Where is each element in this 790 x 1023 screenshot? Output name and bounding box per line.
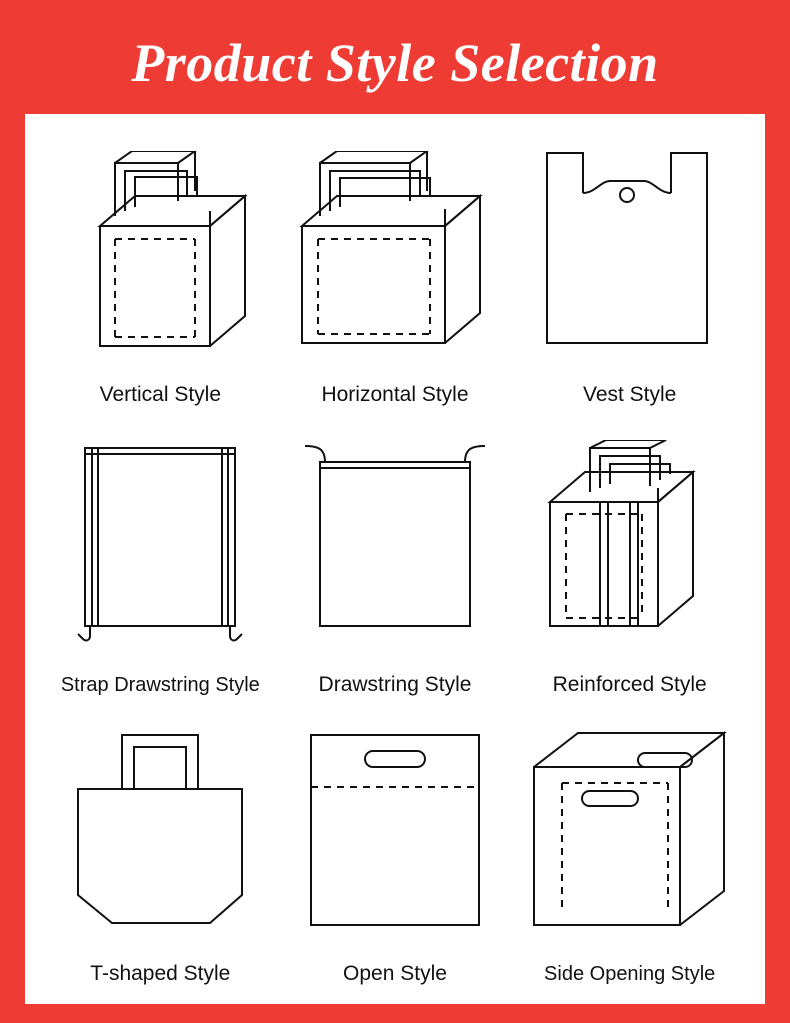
style-grid — [25, 114, 765, 1004]
style-card-reinforced[interactable] — [512, 417, 747, 706]
page-title: Product Style Selection — [131, 33, 659, 93]
style-card-horizontal[interactable] — [278, 128, 513, 417]
style-card-side-opening[interactable] — [512, 707, 747, 996]
vest-bag-icon — [512, 128, 747, 383]
horizontal-handle-bag-icon — [278, 128, 513, 383]
style-label: Horizontal Style — [321, 383, 469, 407]
open-bag-icon — [278, 707, 513, 962]
style-label: Open Style — [343, 962, 447, 985]
style-card-vest[interactable] — [512, 128, 747, 417]
style-label: Side Opening Style — [544, 963, 716, 985]
style-label: Vest Style — [582, 383, 677, 407]
style-label: Strap Drawstring Style — [60, 673, 260, 696]
t-shaped-bag-icon — [43, 707, 278, 962]
style-label: Drawstring Style — [318, 672, 472, 696]
style-card-t-shaped[interactable] — [43, 707, 278, 996]
style-card-open[interactable] — [278, 707, 513, 996]
side-opening-bag-icon — [512, 707, 747, 963]
vertical-handle-bag-icon — [43, 128, 278, 383]
style-label: T-shaped Style — [90, 962, 231, 985]
reinforced-bag-icon — [512, 417, 747, 672]
drawstring-bag-icon — [278, 417, 513, 672]
style-card-strap-drawstring[interactable] — [43, 417, 278, 706]
style-card-drawstring[interactable] — [278, 417, 513, 706]
strap-drawstring-bag-icon — [43, 417, 278, 673]
style-card-vertical[interactable] — [43, 128, 278, 417]
style-label: Vertical Style — [99, 383, 222, 407]
style-label: Reinforced Style — [552, 672, 707, 696]
